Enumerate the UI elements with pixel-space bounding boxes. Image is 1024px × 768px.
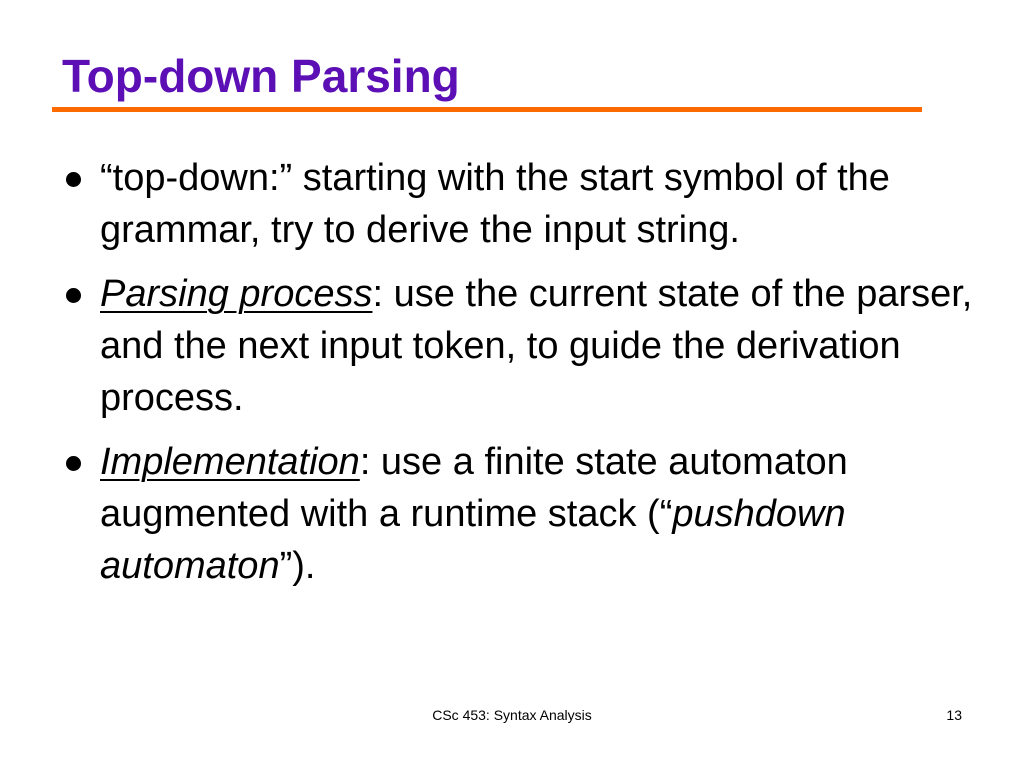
bullet-dot-icon bbox=[66, 456, 81, 471]
bullet-text: : use the current state of the parser, and the next input token, to guide the derivation process. bbox=[100, 273, 973, 419]
bullet-text: : use a finite state automaton augmented with a runtime stack (“ bbox=[100, 441, 848, 535]
bullet-item-top-down bbox=[56, 152, 976, 256]
footer-course-label: CSc 453: Syntax Analysis bbox=[432, 707, 592, 723]
bullet-term: Parsing process bbox=[100, 273, 373, 315]
bullet-text: “top-down:” starting with the start symbol of the grammar, try to derive the input string. bbox=[100, 157, 890, 251]
title-underline-rule bbox=[52, 107, 922, 112]
bullet-emphasis: pushdown automaton bbox=[100, 493, 846, 587]
slide-title: Top-down Parsing bbox=[62, 50, 460, 102]
bullet-dot-icon bbox=[66, 288, 81, 303]
bullet-term: Implementation bbox=[100, 441, 360, 483]
bullet-list bbox=[56, 152, 976, 604]
bullet-item-parsing-process bbox=[56, 268, 976, 424]
footer-page-number: 13 bbox=[946, 707, 962, 723]
bullet-text-tail: ”). bbox=[279, 545, 316, 587]
bullet-item-implementation bbox=[56, 436, 976, 592]
bullet-dot-icon bbox=[66, 172, 81, 187]
